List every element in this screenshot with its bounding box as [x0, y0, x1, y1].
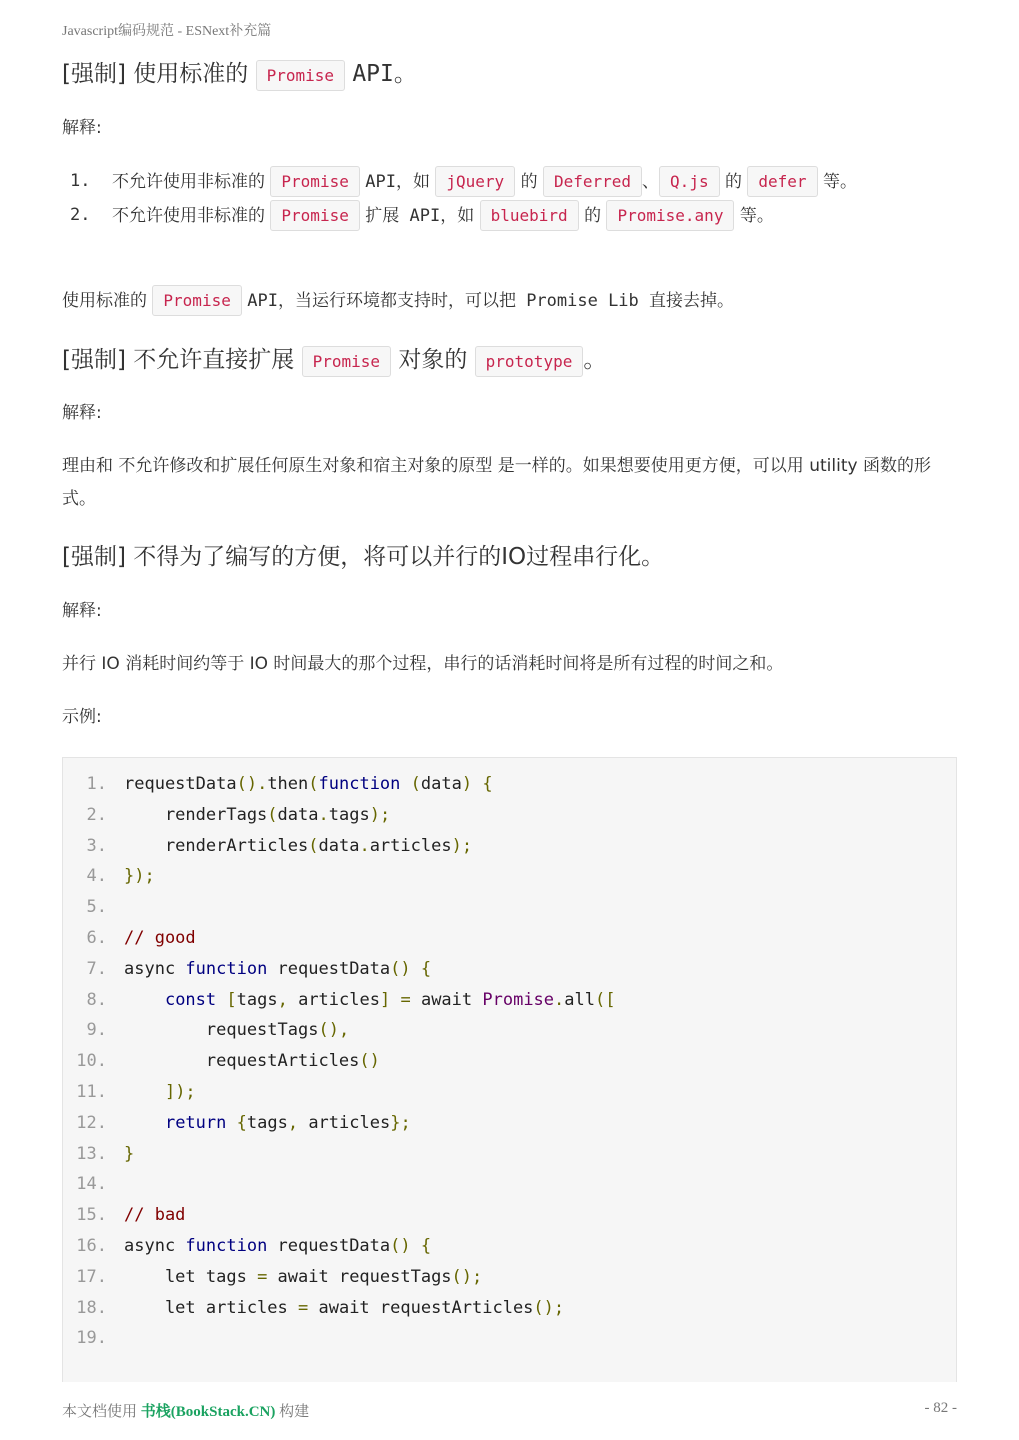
ordered-list — [62, 165, 957, 233]
code-line: 17. let tags = await requestTags(); — [76, 1267, 483, 1287]
code-block — [62, 757, 957, 1382]
list-item: 1. 不允许使用非标准的 Promise API，如 jQuery 的 Deferred 、 Q.js 的 defer 等。 — [62, 165, 957, 199]
running-header: Javascript编码规范 - ESNext补充篇 — [62, 24, 272, 39]
code-line: 11. ]); — [76, 1082, 196, 1102]
code-line: 12. return {tags, articles}; — [76, 1113, 411, 1133]
section-heading-parallel-io: [强制] 不得为了编写的方便，将可以并行的IO过程串行化。 — [62, 544, 665, 570]
inline-code: Promise — [270, 166, 359, 197]
inline-code: Promise — [302, 346, 391, 377]
code-line: 18. let articles = await requestArticles(); — [76, 1298, 565, 1318]
section-heading-promise-prototype: [强制] 不允许直接扩展 Promise 对象的 prototype 。 — [62, 344, 606, 378]
list-item: 2. 不允许使用非标准的 Promise 扩展 API，如 bluebird 的 Promise.any 等。 — [62, 199, 957, 233]
inline-code: bluebird — [480, 200, 579, 231]
section-heading-standard-promise: [强制] 使用标准的 Promise API。 — [62, 58, 417, 92]
example-label: 示例: — [62, 707, 102, 727]
inline-code: Promise.any — [606, 200, 734, 231]
page-footer: 本文档使用 书栈(BookStack.CN) 构建 - 82 - — [62, 1400, 957, 1420]
code-line: 7. async function requestData() { — [86, 959, 432, 979]
code-line: 10. requestArticles() — [76, 1051, 380, 1071]
code-line: 4. }); — [86, 866, 155, 886]
inline-code: jQuery — [435, 166, 515, 197]
inline-code: Deferred — [543, 166, 642, 197]
explanation-label: 解释: — [62, 403, 102, 423]
code-line: 1. requestData().then(function (data) { — [86, 774, 493, 794]
code-line: 2. renderTags(data.tags); — [86, 805, 391, 825]
code-line: 13. } — [76, 1144, 135, 1164]
code-line: 8. const [tags, articles] = await Promise.all([ — [86, 990, 616, 1010]
code-line: 16. async function requestData() { — [76, 1236, 432, 1256]
code-line: 9. requestTags(), — [86, 1020, 350, 1040]
inline-code: Promise — [152, 285, 241, 316]
inline-code: Q.js — [659, 166, 720, 197]
code-line: 14. — [76, 1174, 107, 1194]
brand-link[interactable]: 书栈(BookStack.CN) — [140, 1404, 276, 1420]
explanation-label: 解释: — [62, 601, 102, 621]
explanation-label: 解释: — [62, 118, 102, 138]
inline-code: Promise — [270, 200, 359, 231]
inline-code: prototype — [475, 346, 584, 377]
code-line: 15. // bad — [76, 1205, 186, 1225]
inline-code: defer — [747, 166, 817, 197]
code-line: 3. renderArticles(data.articles); — [86, 836, 473, 856]
paragraph: 使用标准的 Promise API，当运行环境都支持时，可以把 Promise Lib 直接去掉。 — [62, 284, 734, 318]
inline-code: Promise — [256, 60, 345, 91]
code-line: 5. — [86, 897, 107, 917]
page-number: - 82 - — [924, 1400, 957, 1416]
paragraph: 理由和 不允许修改和扩展任何原生对象和宿主对象的原型 是一样的。如果想要使用更方便，可以用 utility 函数的形式。 — [62, 456, 931, 509]
paragraph: 并行 IO 消耗时间约等于 IO 时间最大的那个过程，串行的话消耗时间将是所有过程的时间之和。 — [62, 654, 784, 674]
code-line: 6. // good — [86, 928, 196, 948]
code-line: 19. — [76, 1328, 107, 1348]
